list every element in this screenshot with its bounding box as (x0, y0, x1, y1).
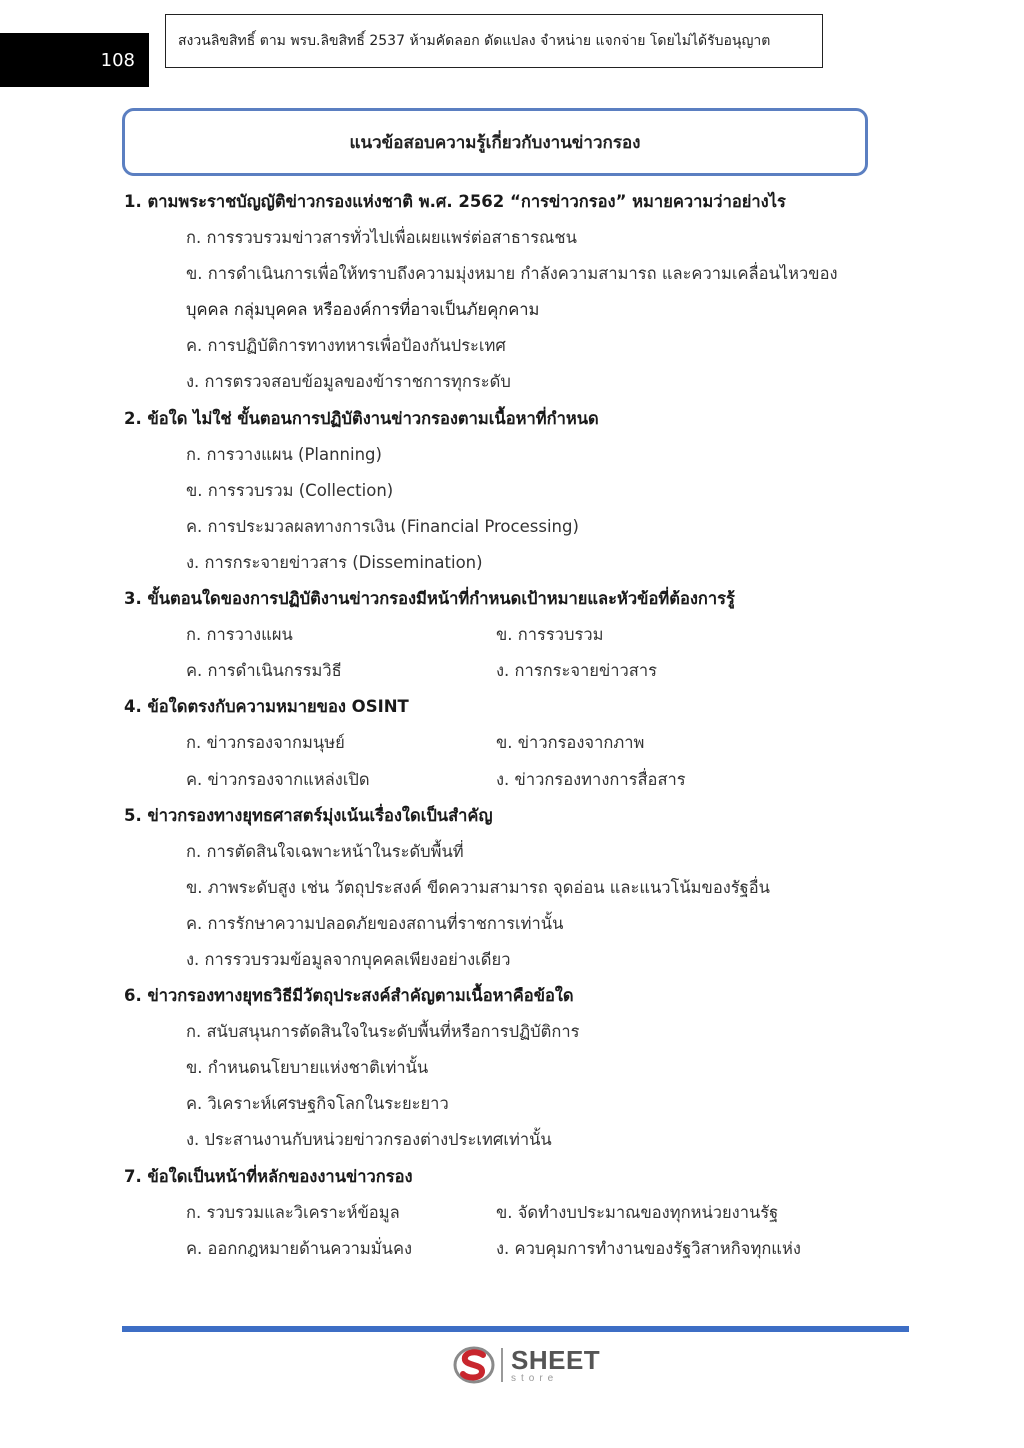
question-4: 4. ข้อใดตรงกับความหมายของ OSINT (124, 697, 409, 717)
question-list (124, 184, 924, 1267)
question-7-option-a: ก. รวบรวมและวิเคราะห์ข้อมูล (186, 1202, 400, 1222)
question-2-option-c: ค. การประมวลผลทางการเงิน (Financial Processing) (186, 516, 579, 536)
footer-rule (122, 1326, 909, 1332)
question-7-option-c: ค. ออกกฎหมายด้านความมั่นคง (186, 1238, 413, 1258)
question-6-option-c: ค. วิเคราะห์เศรษฐกิจโลกในระยะยาว (186, 1094, 449, 1114)
question-4-option-c: ค. ข่าวกรองจากแหล่งเปิด (186, 769, 370, 789)
question-5-option-a: ก. การตัดสินใจเฉพาะหน้าในระดับพื้นที่ (186, 841, 464, 861)
question-4-row-2 (124, 762, 924, 798)
logo-brand: SHEET (511, 1344, 601, 1375)
page-number: 108 (0, 33, 149, 87)
question-6: 6. ข่าวกรองทางยุทธวิธีมีวัตถุประสงค์สำคัญตามเนื้อหาคือข้อใด (124, 986, 574, 1006)
question-2-option-b: ข. การรวบรวม (Collection) (186, 480, 394, 500)
question-3: 3. ขั้นตอนใดของการปฏิบัติงานข่าวกรองมีหน้าที่กำหนดเป้าหมายและหัวข้อที่ต้องการรู้ (124, 589, 735, 609)
question-5-option-d: ง. การรวบรวมข้อมูลจากบุคคลเพียงอย่างเดียว (186, 949, 511, 969)
sheet-store-logo-icon (453, 1344, 495, 1386)
question-3-row-1 (124, 617, 924, 653)
question-1-option-a: ก. การรวบรวมข่าวสารทั่วไปเพื่อเผยแพร่ต่อสาธารณชน (186, 228, 577, 248)
logo-wordmark (511, 1344, 601, 1384)
question-4-option-b: ข. ข่าวกรองจากภาพ (496, 733, 645, 753)
question-5: 5. ข่าวกรองทางยุทธศาสตร์มุ่งเน้นเรื่องใดเป็นสำคัญ (124, 805, 493, 825)
question-7-row-1 (124, 1195, 924, 1231)
question-6-option-b: ข. กำหนดนโยบายแห่งชาติเท่านั้น (186, 1058, 429, 1078)
question-2-option-a: ก. การวางแผน (Planning) (186, 444, 382, 464)
sheet-store-logo (453, 1344, 600, 1386)
question-5-option-b: ข. ภาพระดับสูง เช่น วัตถุประสงค์ ขีดความสามารถ จุดอ่อน และแนวโน้มของรัฐอื่น (186, 877, 770, 897)
section-title: แนวข้อสอบความรู้เกี่ยวกับงานข่าวกรอง (122, 108, 868, 176)
question-7-option-b: ข. จัดทำงบประมาณของทุกหน่วยงานรัฐ (496, 1202, 779, 1222)
question-3-option-c: ค. การดำเนินกรรมวิธี (186, 661, 342, 681)
question-4-option-d: ง. ข่าวกรองทางการสื่อสาร (496, 769, 686, 789)
question-7: 7. ข้อใดเป็นหน้าที่หลักของงานข่าวกรอง (124, 1166, 413, 1186)
question-7-option-d: ง. ควบคุมการทำงานของรัฐวิสาหกิจทุกแห่ง (496, 1238, 801, 1258)
question-6-option-d: ง. ประสานงานกับหน่วยข่าวกรองต่างประเทศเท่านั้น (186, 1130, 552, 1150)
question-1-option-c: ค. การปฏิบัติการทางทหารเพื่อป้องกันประเทศ (186, 336, 506, 356)
question-3-row-2 (124, 653, 924, 689)
question-4-row-1 (124, 725, 924, 761)
question-1-option-b-continued: บุคคล กลุ่มบุคคล หรือองค์การที่อาจเป็นภัยคุกคาม (186, 300, 540, 320)
question-4-option-a: ก. ข่าวกรองจากมนุษย์ (186, 733, 345, 753)
question-6-option-a: ก. สนับสนุนการตัดสินใจในระดับพื้นที่หรือการปฏิบัติการ (186, 1022, 580, 1042)
question-5-option-c: ค. การรักษาความปลอดภัยของสถานที่ราชการเท่านั้น (186, 913, 564, 933)
question-3-option-a: ก. การวางแผน (186, 625, 293, 645)
copyright-notice: สงวนลิขสิทธิ์ ตาม พรบ.ลิขสิทธิ์ 2537 ห้ามคัดลอก ดัดแปลง จำหน่าย แจกจ่าย โดยไม่ได้รับอนุญาต (165, 14, 823, 68)
question-1-option-d: ง. การตรวจสอบข้อมูลของข้าราชการทุกระดับ (186, 372, 511, 392)
question-2-option-d: ง. การกระจายข่าวสาร (Dissemination) (186, 552, 483, 572)
question-1: 1. ตามพระราชบัญญัติข่าวกรองแห่งชาติ พ.ศ. 2562 “การข่าวกรอง” หมายความว่าอย่างไร (124, 192, 786, 211)
question-3-option-b: ข. การรวบรวม (496, 625, 604, 645)
logo-divider (501, 1348, 503, 1382)
question-3-option-d: ง. การกระจายข่าวสาร (496, 661, 657, 681)
question-2: 2. ข้อใด ไม่ใช่ ขั้นตอนการปฏิบัติงานข่าวกรองตามเนื้อหาที่กำหนด (124, 408, 599, 428)
logo-brand-sub: store (511, 1372, 559, 1384)
question-7-row-2 (124, 1231, 924, 1267)
question-1-option-b: ข. การดำเนินการเพื่อให้ทราบถึงความมุ่งหมาย กำลังความสามารถ และความเคลื่อนไหวของ (186, 264, 838, 284)
